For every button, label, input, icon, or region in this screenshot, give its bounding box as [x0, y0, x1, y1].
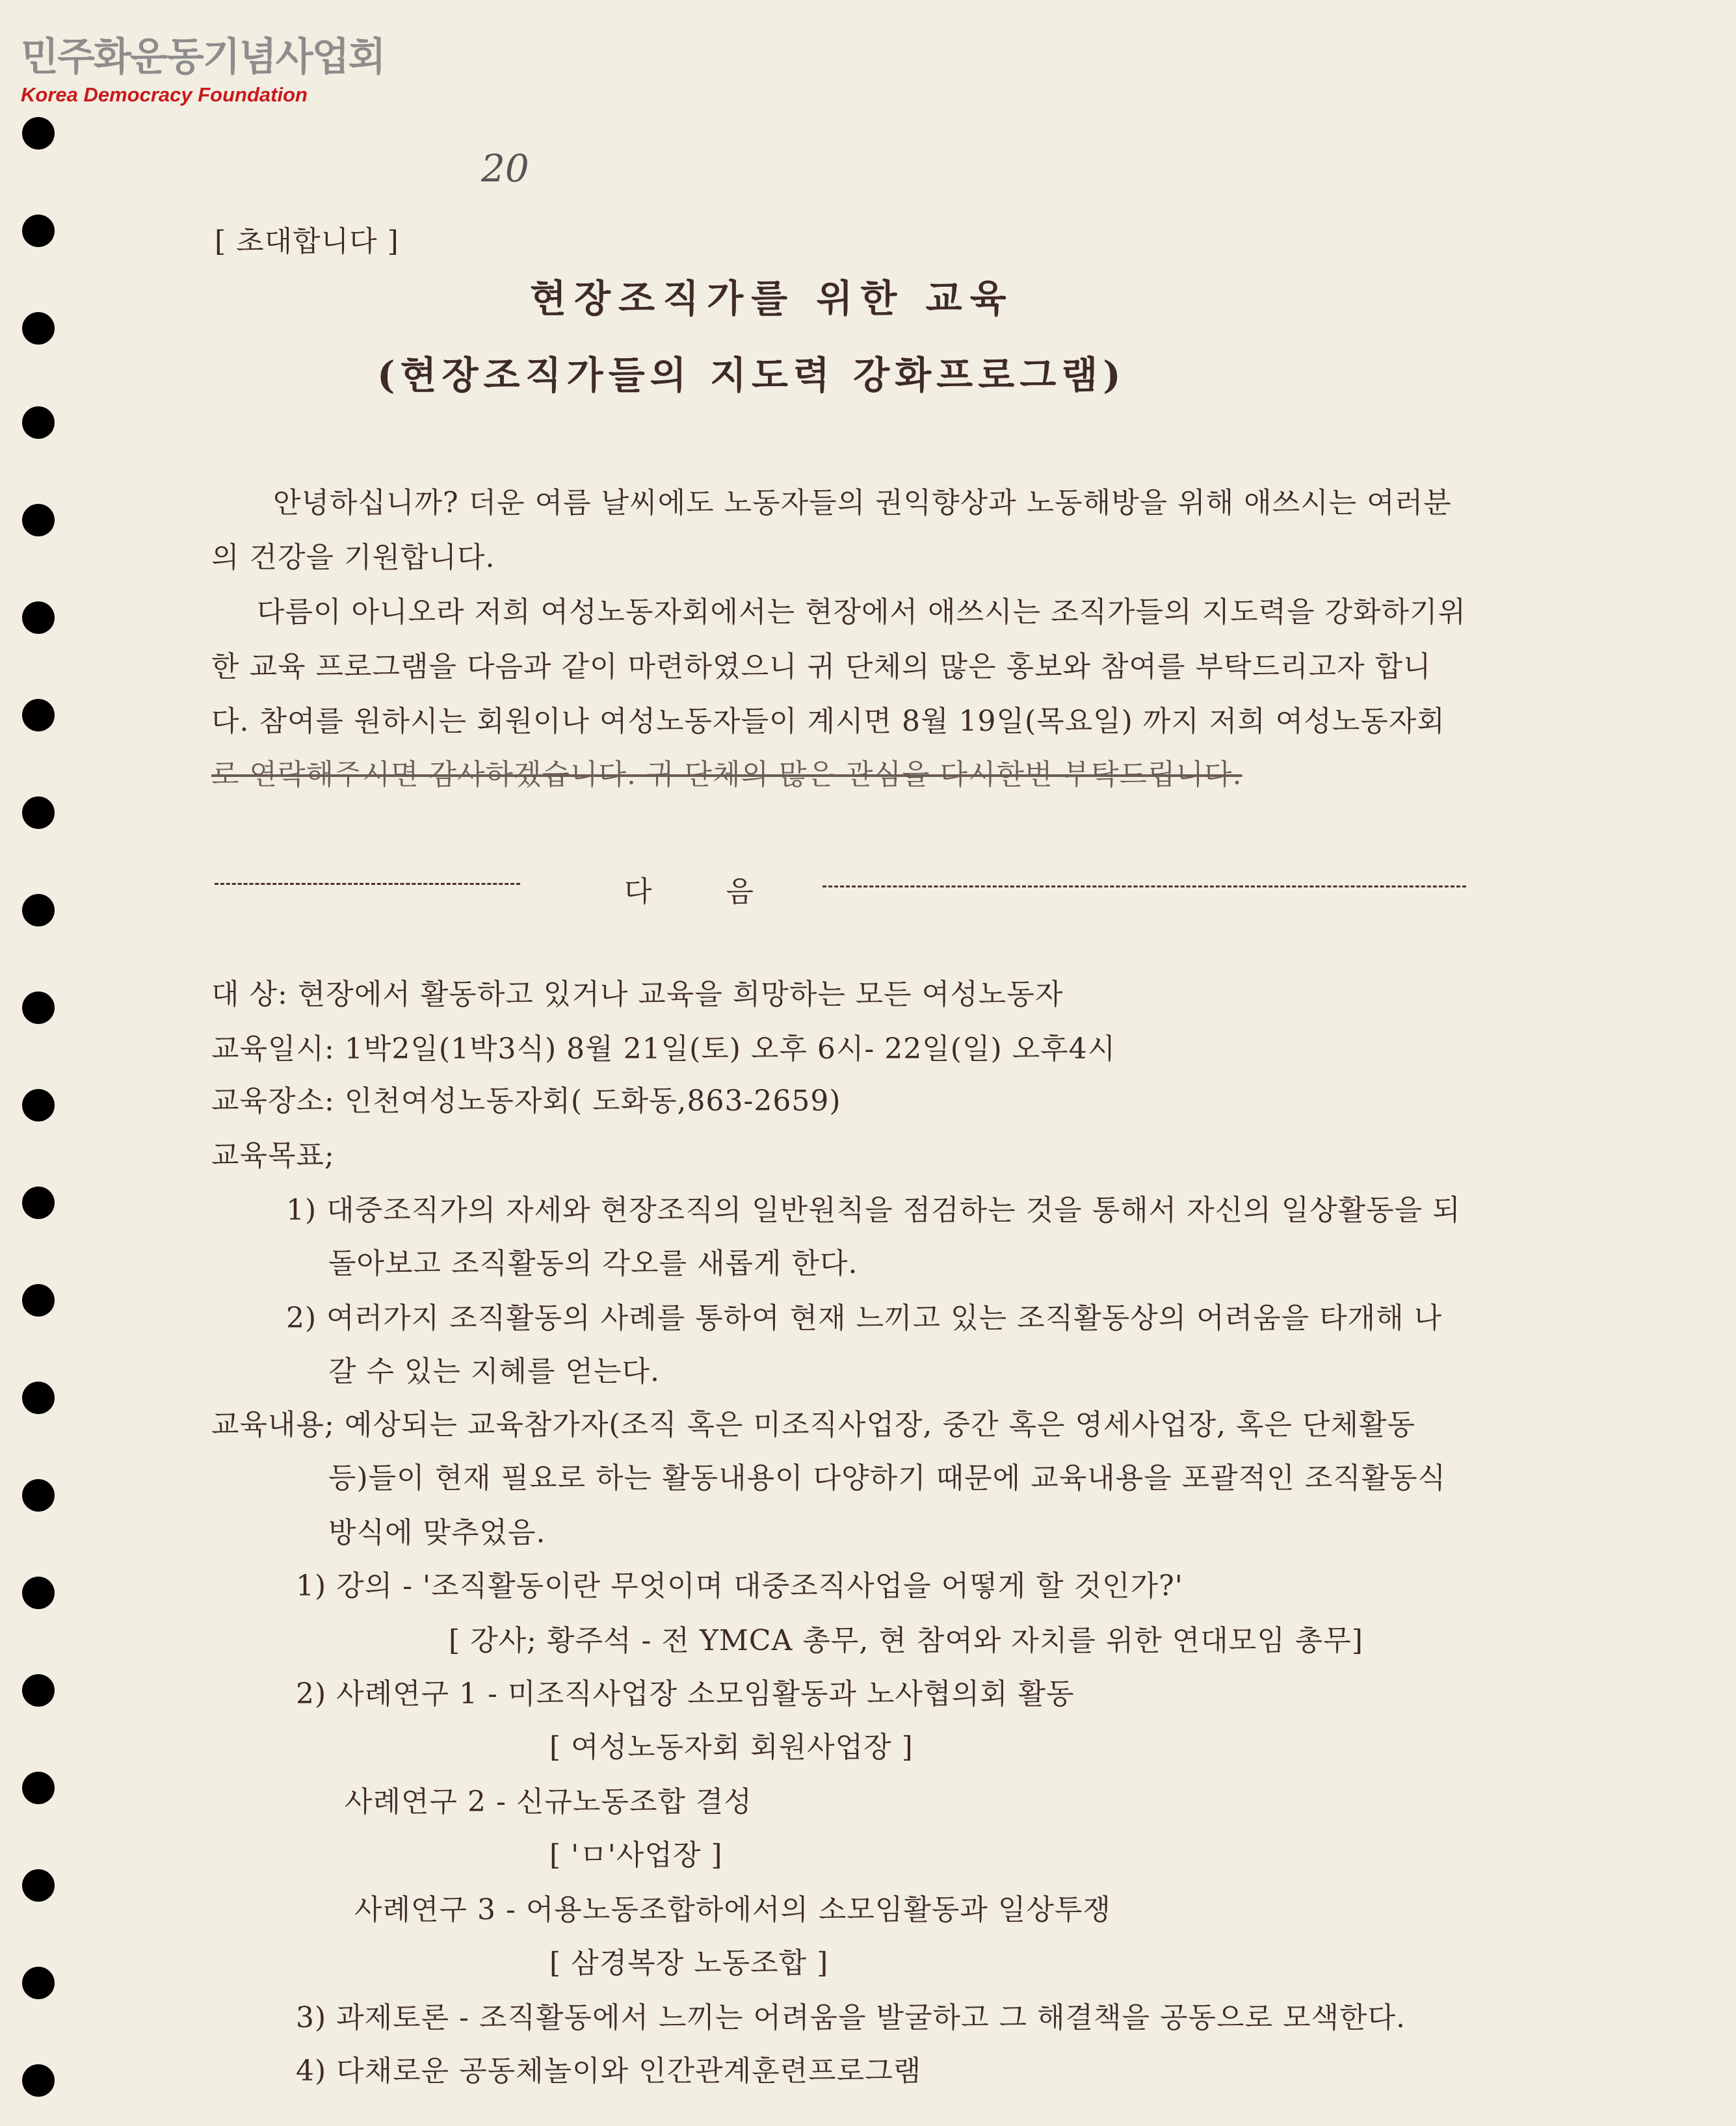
document-title: 현장조직가를 위한 교육 — [530, 276, 1014, 321]
detail-location: 교육장소: 인천여성노동자회( 도화동,863-2659) — [211, 1084, 841, 1118]
binder-hole — [22, 1284, 55, 1317]
binder-hole — [22, 1187, 55, 1219]
goal-line: 돌아보고 조직활동의 각오를 새롭게 한다. — [328, 1247, 858, 1280]
binder-hole — [22, 406, 55, 439]
binder-hole — [22, 601, 55, 634]
intro-line: 다. 참여를 원하시는 회원이나 여성노동자들이 계시면 8월 19일(목요일) 까지 저희 여성노동자회 — [211, 705, 1445, 738]
detail-schedule: 교육일시: 1박2일(1박3식) 8월 21일(토) 오후 6시- 22일(일) 오후4시 — [211, 1032, 1116, 1066]
handwritten-mark: 20 — [481, 146, 529, 190]
program-case-3: 사례연구 3 - 어용노동조합하에서의 소모임활동과 일상투쟁 — [354, 1893, 1111, 1926]
program-case-1-site: [ 여성노동자회 회원사업장 ] — [549, 1731, 914, 1764]
binder-hole — [22, 1869, 55, 1902]
program-lecture: 1) 강의 - '조직활동이란 무엇이며 대중조직사업을 어떻게 할 것인가?' — [296, 1569, 1183, 1603]
binder-hole — [22, 1577, 55, 1609]
content-line: 방식에 맞추었음. — [328, 1516, 546, 1549]
binder-hole — [22, 699, 55, 731]
binder-hole — [22, 215, 55, 247]
binder-hole — [22, 2064, 55, 2097]
program-case-1: 2) 사례연구 1 - 미조직사업장 소모임활동과 노사협의회 활동 — [296, 1677, 1075, 1711]
watermark-logo — [21, 26, 385, 107]
intro-line-struck: 로 연락해주시면 감사하겠습니다. 귀 단체의 많은 관심을 다시한번 부탁드립니다. — [211, 758, 1243, 791]
binder-hole — [22, 1772, 55, 1804]
binder-hole — [22, 796, 55, 829]
logo-english: Korea Democracy Foundation — [21, 83, 308, 106]
goal-line: 2) 여러가지 조직활동의 사례를 통하여 현재 느끼고 있는 조직활동상의 어려움을 타개해 나 — [286, 1302, 1443, 1335]
document-subtitle: (현장조직가들의 지도력 강화프로그램) — [377, 353, 1126, 397]
binder-hole — [22, 1674, 55, 1707]
program-case-3-site: [ 삼경복장 노동조합 ] — [549, 1947, 829, 1980]
content-line: 등)들이 현재 필요로 하는 활동내용이 다양하기 때문에 교육내용을 포괄적인 조직활동식 — [328, 1462, 1447, 1495]
program-discussion: 3) 과제토론 - 조직활동에서 느끼는 어려움을 발굴하고 그 해결책을 공동으로 모색한다. — [296, 2001, 1406, 2034]
binder-hole — [22, 117, 55, 150]
intro-line: 안녕하십니까? 더운 여름 날씨에도 노동자들의 권익향상과 노동해방을 위해 애쓰시는 여러분 — [273, 486, 1452, 519]
program-case-2-site: [ 'ㅁ'사업장 ] — [549, 1839, 723, 1872]
goal-line: 갈 수 있는 지혜를 얻는다. — [328, 1355, 660, 1388]
binder-hole — [22, 1089, 55, 1122]
binder-hole — [22, 1479, 55, 1512]
logo-korean: 민주화운동기념사업회 — [21, 34, 385, 80]
binder-holes — [22, 0, 61, 2126]
program-lecturer: [ 강사; 황주석 - 전 YMCA 총무, 현 참여와 자치를 위한 연대모임 총무] — [449, 1624, 1363, 1657]
divider-label: 다 음 — [624, 875, 786, 908]
goal-line: 1) 대중조직가의 자세와 현장조직의 일반원칙을 점검하는 것을 통해서 자신의 일상활동을 되 — [286, 1194, 1461, 1227]
program-case-2: 사례연구 2 - 신규노동조합 결성 — [345, 1785, 752, 1818]
binder-hole — [22, 991, 55, 1024]
program-activities: 4) 다채로운 공동체놀이와 인간관계훈련프로그램 — [296, 2054, 922, 2088]
intro-line: 의 건강을 기원합니다. — [211, 541, 495, 574]
intro-line: 한 교육 프로그램을 다음과 같이 마련하였으니 귀 단체의 많은 홍보와 참여를 부탁드리고자 합니 — [211, 650, 1432, 683]
binder-hole — [22, 1382, 55, 1414]
binder-hole — [22, 312, 55, 345]
binder-hole — [22, 1967, 55, 1999]
divider-left — [215, 883, 520, 885]
binder-hole — [22, 894, 55, 926]
binder-hole — [22, 504, 55, 536]
intro-line: 다름이 아니오라 저희 여성노동자회에서는 현장에서 애쓰시는 조직가들의 지도력을 강화하기위 — [257, 596, 1467, 629]
content-line: 교육내용; 예상되는 교육참가자(조직 혹은 미조직사업장, 중간 혹은 영세사업장, 혹은 단체활동 — [211, 1408, 1415, 1441]
invite-label: [ 초대합니다 ] — [215, 225, 399, 258]
divider-right — [822, 886, 1466, 887]
detail-goals-heading: 교육목표; — [211, 1139, 335, 1172]
detail-target: 대 상: 현장에서 활동하고 있거나 교육을 희망하는 모든 여성노동자 — [211, 978, 1064, 1011]
